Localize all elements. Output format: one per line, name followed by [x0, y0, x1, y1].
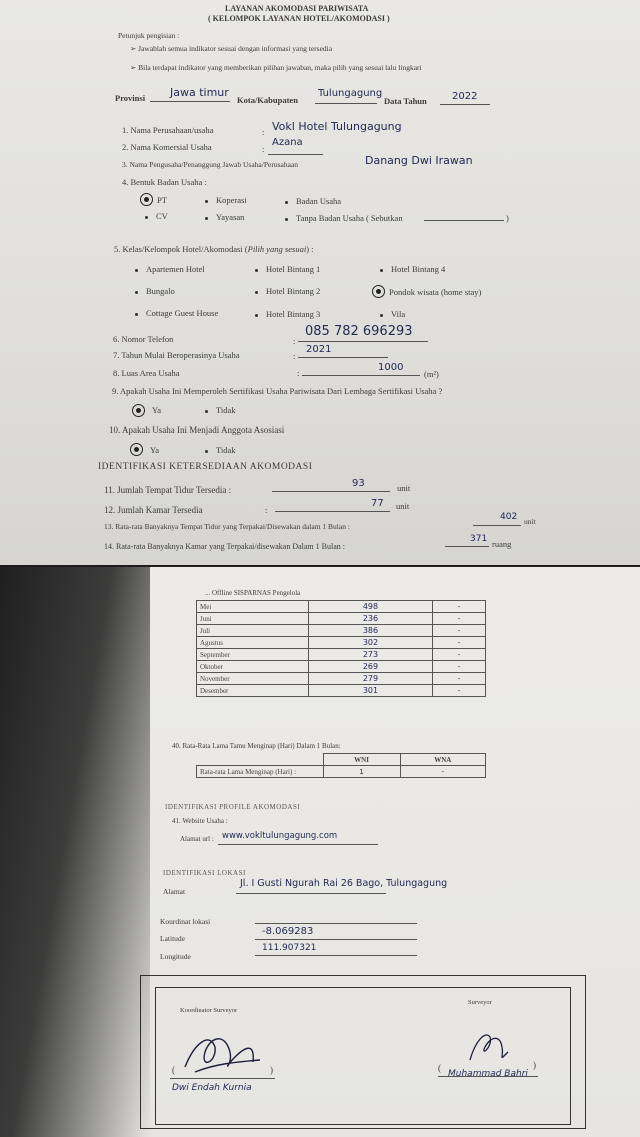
alamat-value: Jl. I Gusti Ngurah Rai 26 Bago, Tulungagung	[240, 878, 448, 889]
wni-cell: 236	[309, 613, 433, 625]
wna-cell: -	[432, 685, 485, 697]
q11-value: 93	[352, 478, 365, 489]
form-page-1: LAYANAN AKOMODASI PARIWISATA ( KELOMPOK LAYANAN HOTEL/AKOMODASI ) Petunjuk pengisian : ➢ Jawablah semua indikator sesuai dengan informasi yang tersedia ➢ Bila terdapat indikator yang memberikan pilihan jawaban, maka pilih yang sesuai lalu lingkari Provinsi Jawa timur Kota/Kabupaten Tulungagung Data Tahun 2022 1. Nama Perusahaan/usaha : Vokl Hotel Tulungagung 2. Nama Komersial Usaha : Azana 3. Nama Pengusaha/Penanggung Jawab Usaha/Perusahaan Danang Dwi Irawan 4. Bentuk Badan Usaha : PT Koperasi Badan Usaha CV Yayasan Tanpa Badan Usaha ( Sebutkan ) 5. Kelas/Kelompok Hotel/Akomodasi (Pilih yang sesuai) : Apartemen Hotel Hotel Bintang 1 Hotel Bintang 4 Bungalo Hotel Bintang 2 Pondok wisata (home stay) Cottage Guest House Hotel Bintang 3 Vila 6. Nomor Telefon : 085 782 696293 7. Tahun Mulai Beroperasinya Usaha : 2021 8. Luas Area Usaha : 1000 (m²) 9. Apakah Usaha Ini Memperoleh Sertifikasi Usaha Pariwisata Dari Lembaga Sertifikasi Usaha ? Ya Tidak 10. Apakah Usaha Ini Menjadi Anggota Asosiasi Ya Tidak IDENTIFIKASI KETERSEDIAAN AKOMODASI 11. Jumlah Tempat Tidur Tersedia : 93 unit 12. Jumlah Kamar Tersedia : 77 unit 13. Rata-rata Banyaknya Tempat Tidur yang Terpakai/Disewakan dalam 1 Bulan : 402 unit 14. Rata-rata Banyaknya Kamar yang Terpakai/disewakan Dalam 1 Bulan : 371 ruang	[0, 0, 640, 565]
instruction-item-2: ➢ Bila terdapat indikator yang memberikan pilihan jawaban, maka pilih yang sesuai lalu lingkari	[130, 63, 422, 72]
wna-cell: -	[432, 649, 485, 661]
table-row	[197, 661, 486, 673]
q41-label: 41. Website Usaha :	[172, 817, 228, 825]
wna-cell: -	[432, 613, 485, 625]
q5-opt-bintang1[interactable]: Hotel Bintang 1	[255, 264, 320, 274]
q10-selected-circle[interactable]	[130, 443, 143, 456]
coordinator-name: Dwi Endah Kurnia	[172, 1083, 252, 1093]
q1-value: Vokl Hotel Tulungagung	[272, 120, 402, 133]
q14-value: 371	[470, 534, 488, 544]
surveyor-signature	[460, 1022, 520, 1067]
q14-unit: ruang	[492, 539, 512, 549]
longitude-label: Longitude	[160, 952, 191, 961]
surveyor-label: Surveyor	[468, 999, 492, 1006]
q3-label: 3. Nama Pengusaha/Penanggung Jawab Usaha/Perusahaan	[122, 160, 298, 169]
q5-opt-homestay[interactable]: Pondok wisata (home stay)	[389, 287, 482, 297]
q4-opt-tanpa-badan[interactable]: Tanpa Badan Usaha ( Sebutkan	[285, 213, 403, 223]
q3-value: Danang Dwi Irawan	[365, 154, 473, 167]
lama-menginap-label: Rata-rata Lama Menginap (Hari) :	[197, 766, 324, 778]
wna-cell: -	[432, 673, 485, 685]
q13-unit: unit	[524, 517, 536, 526]
lama-menginap-table	[196, 753, 486, 778]
tahun-line	[440, 104, 490, 105]
q9-selected-circle[interactable]	[132, 404, 145, 417]
q12-label: 12. Jumlah Kamar Tersedia	[104, 505, 203, 515]
q5-opt-bungalo[interactable]: Bungalo	[135, 286, 175, 296]
q4-selected-circle[interactable]	[140, 193, 153, 206]
table-row	[197, 625, 486, 637]
instruction-item-1: ➢ Jawablah semua indikator sesuai dengan informasi yang tersedia	[130, 44, 333, 53]
q4-opt-pt[interactable]: PT	[157, 195, 167, 205]
table-row	[197, 613, 486, 625]
wni-cell: 269	[309, 661, 433, 673]
wna-cell: -	[432, 661, 485, 673]
q4-opt-yayasan[interactable]: Yayasan	[205, 212, 244, 222]
provinsi-label: Provinsi	[115, 93, 146, 103]
q8-unit: (m²)	[424, 369, 439, 379]
monthly-guest-table	[196, 600, 486, 697]
q2-value: Azana	[272, 137, 303, 148]
month-cell: Oktober	[197, 661, 309, 673]
q5-opt-vila[interactable]: Vila	[380, 309, 405, 319]
wni-cell: 302	[309, 637, 433, 649]
month-cell: Juni	[197, 613, 309, 625]
paper-shadow	[0, 567, 150, 1137]
q14-label: 14. Rata-rata Banyaknya Kamar yang Terpakai/disewakan Dalam 1 Bulan :	[104, 542, 345, 551]
q5-opt-bintang4[interactable]: Hotel Bintang 4	[380, 264, 445, 274]
q12-unit: unit	[396, 501, 410, 511]
table-row	[197, 649, 486, 661]
instructions-heading: Petunjuk pengisian :	[118, 31, 180, 40]
table-row	[197, 685, 486, 697]
section-lokasi: IDENTIFIKASI LOKASI	[163, 869, 246, 877]
q4-opt-koperasi[interactable]: Koperasi	[205, 195, 247, 205]
month-cell: Mei	[197, 601, 309, 613]
q5-opt-bintang2[interactable]: Hotel Bintang 2	[255, 286, 320, 296]
section-profil: IDENTIFIKASI PROFILE AKOMODASI	[165, 803, 301, 811]
q10-opt-tidak[interactable]: Tidak	[205, 445, 236, 455]
table-title: ... Offline SISPARNAS Pengelola	[205, 589, 301, 597]
month-cell: November	[197, 673, 309, 685]
month-cell: September	[197, 649, 309, 661]
q4-opt-cv[interactable]: CV	[145, 211, 168, 221]
wni-cell: 279	[309, 673, 433, 685]
q5-label: 5. Kelas/Kelompok Hotel/Akomodasi (Pilih yang sesuai) :	[114, 244, 314, 254]
provinsi-value: Jawa timur	[170, 86, 229, 99]
table-row	[197, 601, 486, 613]
q2-label: 2. Nama Komersial Usaha	[122, 142, 212, 152]
surveyor-name: Muhammad Bahri	[448, 1069, 528, 1079]
q10-opt-ya[interactable]: Ya	[150, 445, 160, 455]
q13-value: 402	[500, 512, 518, 522]
kota-value: Tulungagung	[318, 88, 383, 99]
q11-label: 11. Jumlah Tempat Tidur Tersedia :	[104, 485, 232, 495]
tahun-value: 2022	[452, 91, 478, 102]
month-cell: Agustus	[197, 637, 309, 649]
q9-opt-ya[interactable]: Ya	[152, 405, 162, 415]
kota-label: Kota/Kabupaten	[237, 95, 298, 105]
col-wni: WNI	[323, 754, 400, 766]
latitude-value: -8.069283	[262, 926, 314, 937]
q5-selected-circle[interactable]	[372, 285, 385, 298]
wna-cell: -	[432, 637, 485, 649]
q2-line	[268, 154, 323, 155]
alamat-url-label: Alamat url :	[180, 835, 214, 843]
lama-menginap-wni: 1	[323, 766, 400, 778]
q11-unit: unit	[397, 483, 411, 493]
q5-opt-apartemen[interactable]: Apartemen Hotel	[135, 264, 205, 274]
table-row	[197, 673, 486, 685]
section-akomodasi: IDENTIFIKASI KETERSEDIAAN AKOMODASI	[98, 462, 313, 472]
q8-label: 8. Luas Area Usaha	[113, 368, 180, 378]
wna-cell: -	[432, 601, 485, 613]
wni-cell: 273	[309, 649, 433, 661]
lama-menginap-wna: -	[400, 766, 485, 778]
q13-label: 13. Rata-rata Banyaknya Tempat Tidur yang Terpakai/Disewakan dalam 1 Bulan :	[104, 522, 350, 531]
form-subtitle: ( KELOMPOK LAYANAN HOTEL/AKOMODASI )	[208, 14, 390, 23]
q1-label: 1. Nama Perusahaan/usaha	[122, 125, 214, 135]
tahun-label: Data Tahun	[384, 96, 427, 106]
q7-label: 7. Tahun Mulai Beroperasinya Usaha	[113, 350, 240, 360]
q9-opt-tidak[interactable]: Tidak	[205, 405, 236, 415]
month-cell: Desember	[197, 685, 309, 697]
q5-opt-bintang3[interactable]: Hotel Bintang 3	[255, 309, 320, 319]
wni-cell: 301	[309, 685, 433, 697]
q10-label: 10. Apakah Usaha Ini Menjadi Anggota Asosiasi	[109, 425, 285, 435]
coordinator-signature	[175, 1022, 270, 1082]
q40-label: 40. Rata-Rata Lama Tamu Menginap (Hari) Dalam 1 Bulan:	[172, 742, 341, 750]
provinsi-line	[150, 101, 230, 102]
q9-label: 9. Apakah Usaha Ini Memperoleh Sertifikasi Usaha Pariwisata Dari Lembaga Sertifikasi Usaha ?	[112, 386, 443, 396]
wni-cell: 498	[309, 601, 433, 613]
kota-line	[315, 103, 377, 104]
form-page-2: ... Offline SISPARNAS Pengelola Mei 498 - Juni 236 - Juli 386 - Agustus 302 - September 273 - Oktober 269 - November 279 - Desember 301 - 40. Rata-Rata Lama Tamu Menginap (Hari) Dalam 1 Bulan: WNI WNA Rata-rata Lama Menginap (Hari) : 1 - IDENTIFIKASI PROFILE AKOMODASI 41. Website Usaha : Alamat url : www.vokltulungagung.com IDENTIFIKASI LOKASI Alamat Jl. I Gusti Ngurah Rai 26 Bago, Tulungagung Kourdinat lokasi Latitude -8.069283 Longitude 111.907321 Koordinator Surveyor ( ) Dwi Endah Kurnia Surveyor ( ) Muhammad Bahri	[0, 567, 640, 1137]
q4-opt-badan-usaha[interactable]: Badan Usaha	[285, 196, 341, 206]
koordinat-label: Kourdinat lokasi	[160, 917, 211, 926]
wni-cell: 386	[309, 625, 433, 637]
alamat-label: Alamat	[163, 887, 186, 896]
q6-label: 6. Nomor Telefon	[113, 334, 174, 344]
table-row	[197, 637, 486, 649]
q6-value: 085 782 696293	[305, 324, 413, 339]
coordinator-label: Koordinator Surveyor	[180, 1007, 238, 1014]
alamat-url-value: www.vokltulungagung.com	[222, 831, 338, 841]
q12-value: 77	[371, 498, 384, 509]
longitude-value: 111.907321	[262, 943, 317, 953]
q8-value: 1000	[378, 362, 404, 373]
q7-value: 2021	[306, 344, 332, 355]
latitude-label: Latitude	[160, 934, 185, 943]
form-title: LAYANAN AKOMODASI PARIWISATA	[225, 4, 369, 13]
q5-opt-cottage[interactable]: Cottage Guest House	[135, 308, 218, 318]
col-wna: WNA	[400, 754, 485, 766]
q4-sebutkan-line	[424, 220, 504, 221]
month-cell: Juli	[197, 625, 309, 637]
wna-cell: -	[432, 625, 485, 637]
q4-label: 4. Bentuk Badan Usaha :	[122, 177, 207, 187]
